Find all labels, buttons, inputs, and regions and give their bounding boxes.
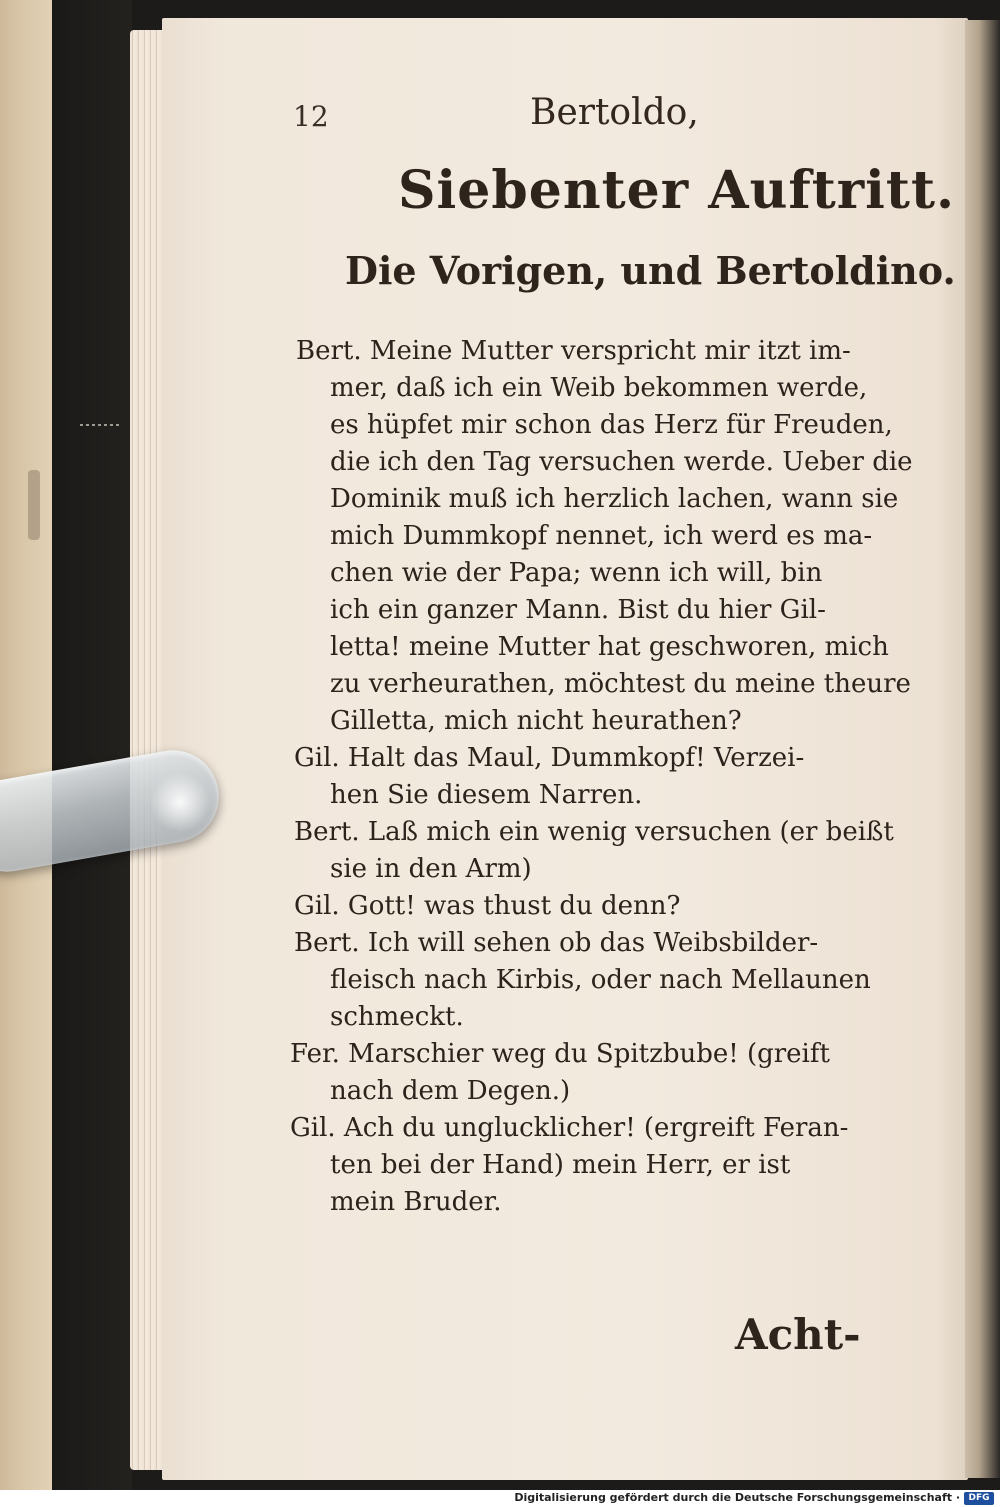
text-line: nach dem Degen.) <box>330 1076 571 1106</box>
text-line: Bert. Ich will sehen ob das Weibsbilder- <box>294 928 819 958</box>
text-line: zu verheurathen, möchtest du meine theure <box>330 669 911 699</box>
text-line: ich ein ganzer Mann. Bist du hier Gil- <box>330 595 826 625</box>
text-line: es hüpfet mir schon das Herz für Freuden, <box>330 410 893 440</box>
page-number: 12 <box>293 100 329 133</box>
text-line: fleisch nach Kirbis, oder nach Mellaunen <box>330 965 871 995</box>
footer-credit: Digitalisierung gefördert durch die Deutsche Forschungsgemeinschaft · <box>514 1491 960 1504</box>
binding-board <box>0 0 52 1490</box>
text-line: chen wie der Papa; wenn ich will, bin <box>330 558 823 588</box>
text-line: Gil. Gott! was thust du denn? <box>294 891 681 921</box>
text-line: mer, daß ich ein Weib bekommen werde, <box>330 373 868 403</box>
text-line: ten bei der Hand) mein Herr, er ist <box>330 1150 791 1180</box>
scene-title: Siebenter Auftritt. <box>398 160 956 221</box>
text-line: schmeckt. <box>330 1002 464 1032</box>
text-line: Bert. Laß mich ein wenig versuchen (er beißt <box>294 817 894 847</box>
text-line: Gil. Halt das Maul, Dummkopf! Verzei- <box>294 743 805 773</box>
text-line: Gil. Ach du unglucklicher! (ergreift Feran- <box>290 1113 849 1143</box>
text-line: Gilletta, mich nicht heurathen? <box>330 706 742 736</box>
text-line: mich Dummkopf nennet, ich werd es ma- <box>330 521 873 551</box>
text-line: hen Sie diesem Narren. <box>330 780 643 810</box>
text-line: letta! meine Mutter hat geschworen, mich <box>330 632 889 662</box>
page-gutter-shadow <box>965 20 1000 1478</box>
glass-highlight <box>150 772 210 832</box>
characters-heading: Die Vorigen, und Bertoldino. <box>345 248 956 293</box>
text-line: die ich den Tag versuchen werde. Ueber die <box>330 447 913 477</box>
text-line: Dominik muß ich herzlich lachen, wann sie <box>330 484 899 514</box>
dfg-logo: DFG <box>964 1492 994 1505</box>
binding-wear <box>28 470 40 540</box>
dotted-mark <box>80 424 120 426</box>
text-line: sie in den Arm) <box>330 854 532 884</box>
text-line: Fer. Marschier weg du Spitzbube! (greift <box>290 1039 830 1069</box>
catchword: Acht- <box>735 1310 861 1359</box>
running-head: Bertoldo, <box>530 92 699 133</box>
text-line: Bert. Meine Mutter verspricht mir itzt im- <box>296 336 851 366</box>
text-line: mein Bruder. <box>330 1187 502 1217</box>
dark-background <box>52 0 132 1490</box>
